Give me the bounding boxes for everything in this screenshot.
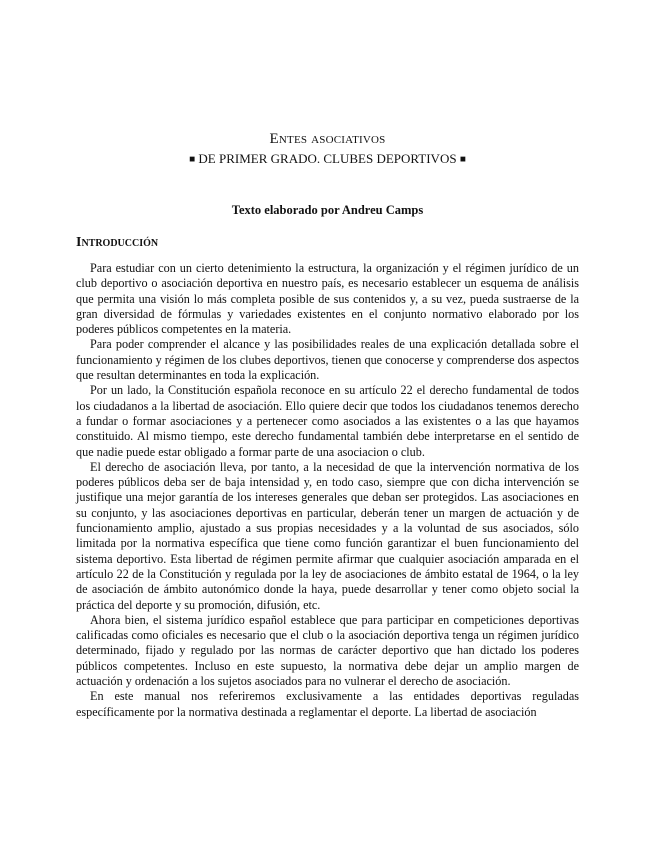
paragraph: Por un lado, la Constitución española reconoce en su artículo 22 el derecho fundamental de todos los ciudadanos a la libertad de asociación. Ello quiere decir que todos los ciudadanos tenemos derecho a fundar o formar asociaciones y a pertenecer como asociados a las existentes o a las que hayamos constituido. Al mismo tiempo, este derecho fundamental también debe interpretarse en el sentido de que nadie puede estar obligado a formar parte de una asociacion o club. (76, 383, 579, 459)
paragraph: Para poder comprender el alcance y las posibilidades reales de una explicación detallada sobre el funcionamiento y régimen de los clubes deportivos, tienen que conocerse y comprenderse dos aspectos que resultan determinantes en toda la explicación. (76, 337, 579, 383)
author-credit: Texto elaborado por Andreu Camps (231, 203, 424, 217)
paragraph: Ahora bien, el sistema jurídico español establece que para participar en competiciones deportivas calificadas como oficiales es necesario que el club o la asociación deportiva tenga un régimen jurídico determinado, fijado y regulado por las normas de carácter deportivo que han dictado los poderes públicos competentes. Incluso en este supuesto, la normativa debe dejar un amplio margen de actuación y ordenación a los sujetos asociados para no vulnerar el derecho de asociación. (76, 612, 579, 689)
square-bullet-icon: ■ (459, 154, 466, 165)
document-subtitle (0, 151, 655, 167)
body-text (76, 261, 579, 720)
paragraph: En este manual nos referiremos exclusivamente a las entidades deportivas reguladas específicamente por la normativa destinada a reglamentar el deporte. La libertad de asociación (76, 689, 579, 719)
section-heading: Introducción (76, 235, 159, 250)
paragraph: El derecho de asociación lleva, por tanto, a la necesidad de que la intervención normativa de los poderes públicos deba ser de baja intensidad y, en todo caso, siempre que con dicha intervención se justifique una mejor garantía de los intereses generales que deban ser protegidos. Las asociaciones en su conjunto, y las asociaciones deportivas en particular, deberán tener un margen de actuación y de funcionamiento amplio, ajustado a sus propias necesidades y a la voluntad de sus asociados, sólo limitada por la normativa específica que tiene como función garantizar el buen funcionamiento del sistema deportivo. Esta libertad de régimen permite afirmar que cualquier asociación amparada en el artículo 22 de la Constitución y regulada por la ley de asociaciones de ámbito estatal de 1964, o la ley de asociación de ámbito autonómico donde la haya, puede desarrollar y tener como objeto social la práctica del deporte y su promoción, difusión, etc. (76, 459, 579, 612)
paragraph: Para estudiar con un cierto detenimiento la estructura, la organización y el régimen jurídico de un club deportivo o asociación deportiva en nuestro país, es necesario establecer un esquema de análisis que permita una visión lo más completa posible de sus contenidos y, a su vez, pueda sustraerse de la gran diversidad de fórmulas y variedades existentes en el conjunto normativo elaborado por los poderes públicos competentes en la materia. (76, 261, 579, 337)
document-title: Entes asociativos (269, 131, 386, 147)
square-bullet-icon: ■ (189, 154, 196, 165)
subtitle-text: DE PRIMER GRADO. CLUBES DEPORTIVOS (198, 151, 457, 166)
